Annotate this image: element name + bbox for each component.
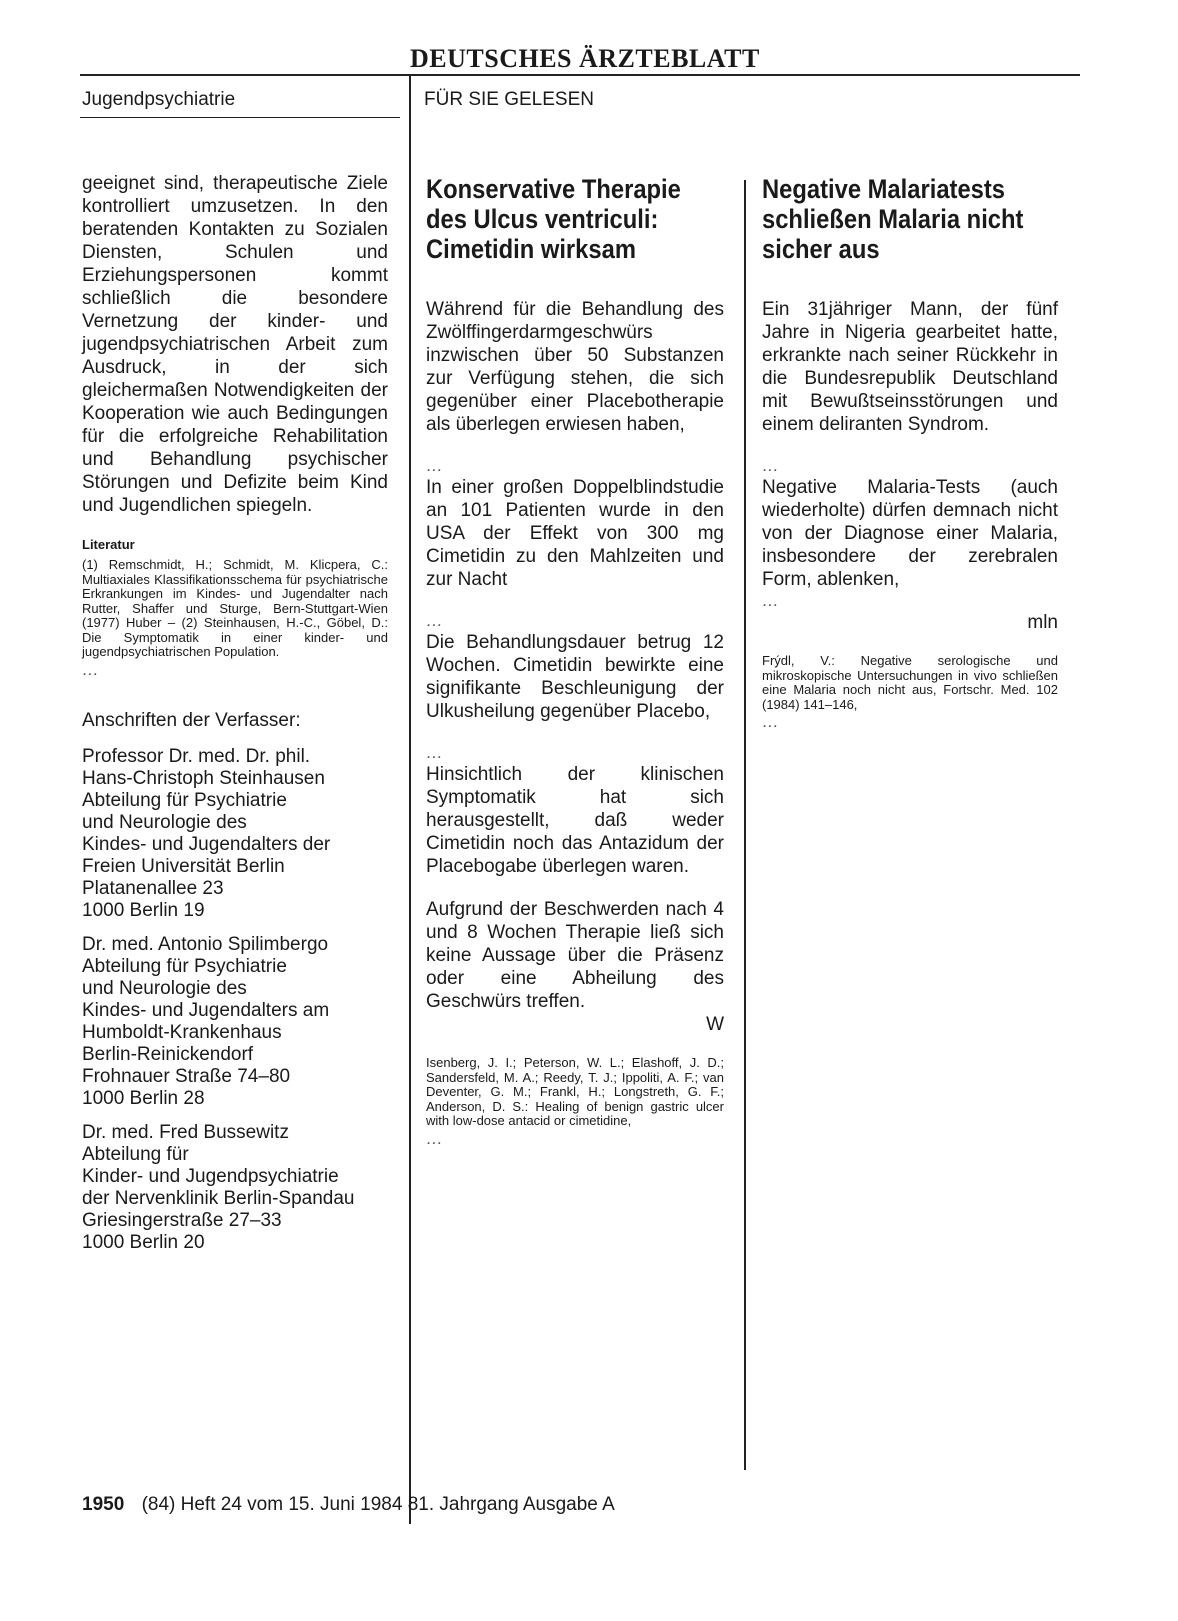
address-line: und Neurologie des: [82, 977, 247, 999]
malaria-paragraph: Negative Malaria-Tests (auch wiederholte) dürfen demnach nicht von der Diagnose einer Malaria, insbesondere der zerebralen Form, ablenken,: [762, 477, 1058, 590]
address-line: Humboldt-Krankenhaus: [82, 1021, 282, 1043]
ulcus-signature: W: [706, 1014, 724, 1035]
ulcus-article-headline: Konservative Therapie des Ulcus ventriculi: Cimetidin wirksam: [426, 174, 681, 264]
masthead: DEUTSCHES ÄRZTEBLATT: [410, 44, 760, 73]
address-line: Hans-Christoph Steinhausen: [82, 767, 325, 789]
malaria-article-headline: Negative Malariatests schließen Malaria nicht sicher aus: [762, 174, 1024, 264]
right-ellipsis: …: [762, 712, 779, 731]
address-line: Kindes- und Jugendalters der: [82, 833, 331, 855]
ulcus-paragraph: In einer großen Doppelblindstudie an 101 Patienten wurde in den USA der Effekt von 300 mg Cimetidin zu den Mahlzeiten und zur Nacht: [426, 477, 724, 590]
column-divider-left: [409, 74, 411, 1524]
middle-ellipsis: …: [426, 1128, 443, 1148]
address-line: Kinder- und Jugendpsychiatrie: [82, 1165, 339, 1187]
left-body-text: geeignet sind, therapeutische Ziele kontrolliert umzusetzen. In den beratenden Kontakten zu Sozialen Diensten, Schulen und Erziehungspersonen kommt schließlich die besondere Vernetzung der kinder- und jugendpsychiatrischen Arbeit zum Ausdruck, in der sich gleichermaßen Notwendigkeiten der Kooperation wie auch Bedingungen für die erfolgreiche Rehabilitation und Behandlung psychischer Störungen und Defizite beim Kind und Jugendlichen spiegeln.: [82, 173, 388, 516]
top-rule: [80, 74, 1080, 76]
addresses-title: Anschriften der Verfasser:: [82, 709, 301, 731]
address-line: 1000 Berlin 28: [82, 1087, 205, 1109]
address-line: Abteilung für Psychiatrie: [82, 789, 287, 811]
middle-ellipsis: …: [426, 456, 443, 475]
address-block-1: [82, 746, 388, 922]
address-line: Kindes- und Jugendalters am: [82, 999, 330, 1021]
address-block-3: [82, 1122, 388, 1254]
address-line: Dr. med. Fred Bussewitz: [82, 1121, 289, 1143]
right-ellipsis: …: [762, 591, 779, 610]
ulcus-paragraph: Während für die Behandlung des Zwölffingerdarmgeschwürs inzwischen über 50 Substanzen zur Verfügung stehen, die sich gegenüber einer Placebotherapie als überlegen erwiesen haben,: [426, 299, 724, 435]
middle-ellipsis: …: [426, 743, 443, 762]
address-line: Abteilung für Psychiatrie: [82, 955, 287, 977]
right-column: [762, 174, 1058, 732]
section-underline: [80, 117, 400, 118]
literature-text: (1) Remschmidt, H.; Schmidt, M. Klicpera, C.: Multiaxiales Klassifikationsschema für psychiatrische Erkrankungen im Kindes- und Jugendalter nach Rutter, Shaffer und Sturge, Bern-Stuttgart-Wien (1977) Huber – (2) Steinhausen, H.-C., Göbel, D.: Die Symptomatik in einer kinder- und jugendpsychiatrischen Population.: [82, 557, 388, 659]
address-line: 1000 Berlin 19: [82, 899, 205, 921]
malaria-reference: Frýdl, V.: Negative serologische und mikroskopische Untersuchungen in vivo schließen eine Malaria noch nicht aus, Fortschr. Med. 102 (1984) 141–146,: [762, 653, 1058, 712]
page-footer: [82, 1494, 615, 1516]
address-line: Dr. med. Antonio Spilimbergo: [82, 933, 329, 955]
address-block-2: [82, 934, 388, 1110]
middle-ellipsis: …: [426, 611, 443, 630]
ulcus-paragraph: Aufgrund der Beschwerden nach 4 und 8 Wochen Therapie ließ sich keine Aussage über die Präsenz oder eine Abheilung des Geschwürs treffen.: [426, 899, 724, 1012]
address-line: Professor Dr. med. Dr. phil.: [82, 745, 311, 767]
address-line: Freien Universität Berlin: [82, 855, 285, 877]
section-label-left: Jugendpsychiatrie: [82, 89, 236, 110]
literature-title: Literatur: [82, 537, 135, 552]
address-line: Platanenallee 23: [82, 877, 224, 899]
address-line: Griesingerstraße 27–33: [82, 1209, 282, 1231]
middle-column: [426, 174, 724, 1149]
issue-info: (84) Heft 24 vom 15. Juni 1984 81. Jahrgang Ausgabe A: [141, 1494, 615, 1515]
address-line: 1000 Berlin 20: [82, 1231, 205, 1253]
address-line: Frohnauer Straße 74–80: [82, 1065, 291, 1087]
address-line: Abteilung für: [82, 1143, 189, 1165]
malaria-paragraph: Ein 31jähriger Mann, der fünf Jahre in Nigeria gearbeitet hatte, erkrankte nach seiner Rückkehr in die Bundesrepublik Deutschland mit Bewußtseinsstörungen und einem deliranten Syndrom.: [762, 299, 1058, 435]
malaria-signature: mln: [1027, 612, 1058, 633]
left-column: [82, 172, 388, 1266]
ulcus-paragraph: Hinsichtlich der klinischen Symptomatik hat sich herausgestellt, daß weder Cimetidin noch das Antazidum der Placebogabe überlegen waren.: [426, 764, 724, 877]
right-ellipsis: …: [762, 456, 779, 475]
left-ellipsis: …: [82, 659, 99, 679]
ulcus-reference: Isenberg, J. I.; Peterson, W. L.; Elashoff, J. D.; Sandersfeld, M. A.; Reedy, T. J.; Ippoliti, A. F.; van Deventer, G. M.; Frankl, H.; Longstreth, G. F.; Anderson, D. S.: Healing of benign gastric ulcer with low-dose antacid or cimetidine,: [426, 1055, 724, 1128]
address-line: Berlin-Reinickendorf: [82, 1043, 254, 1065]
column-divider-right: [744, 180, 746, 1470]
page-number: 1950: [82, 1494, 125, 1515]
ulcus-paragraph: Die Behandlungsdauer betrug 12 Wochen. Cimetidin bewirkte eine signifikante Beschleunigung der Ulkusheilung gegenüber Placebo,: [426, 632, 724, 722]
address-line: der Nervenklinik Berlin-Spandau: [82, 1187, 355, 1209]
address-line: und Neurologie des: [82, 811, 247, 833]
section-label-right: FÜR SIE GELESEN: [424, 89, 594, 110]
